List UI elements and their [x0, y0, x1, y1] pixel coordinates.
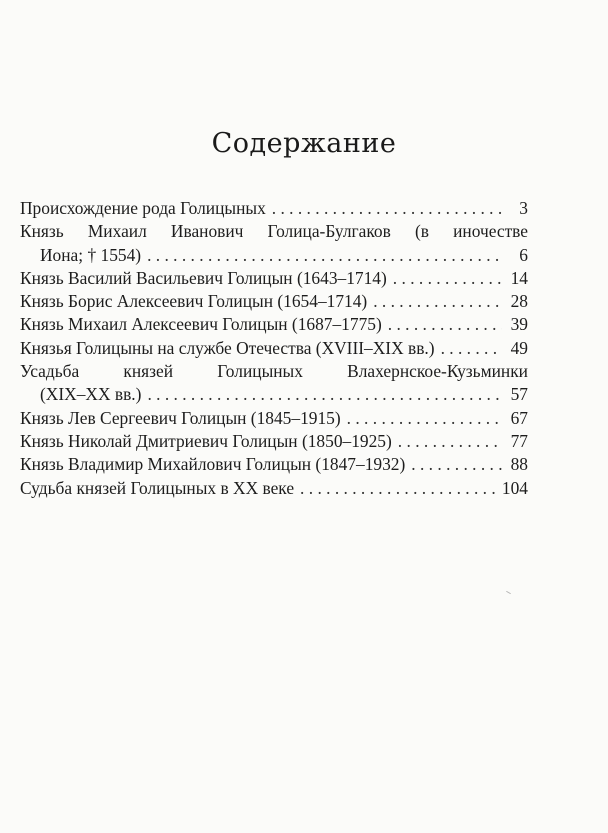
toc-entry-page: 39	[510, 314, 528, 335]
toc-entry-title-line2: (XIX–XX вв.)	[40, 384, 142, 405]
dot-leader	[347, 407, 502, 430]
toc-entry-title: Князья Голицыны на службе Отечества (XVIII–XIX вв.)	[20, 337, 435, 358]
page-title: Содержание	[211, 128, 397, 159]
toc-entry-continuation	[20, 244, 528, 267]
toc-entry[interactable]	[20, 360, 528, 407]
toc-entry[interactable]	[20, 407, 528, 430]
toc-entry-page: 57	[510, 384, 528, 405]
toc-entry-page: 88	[510, 454, 528, 475]
toc-entry-page: 104	[501, 477, 528, 498]
toc-entry-title: Князь Владимир Михайлович Голицын (1847–1932)	[20, 454, 406, 475]
toc-entry[interactable]	[20, 197, 528, 220]
toc-entry[interactable]	[20, 267, 528, 290]
toc-entry-page: 3	[519, 198, 528, 218]
toc-entry-page: 49	[510, 337, 528, 358]
toc-entry[interactable]	[20, 453, 528, 476]
toc-entry[interactable]	[20, 430, 528, 453]
toc-entry-page: 6	[519, 244, 528, 265]
toc-entry[interactable]	[20, 337, 528, 360]
toc-entry-title-line1: Князь Михаил Иванович Голица-Булгаков (в иночестве	[20, 221, 528, 242]
dot-leader	[300, 477, 496, 500]
toc-entry-page: 14	[510, 267, 528, 288]
dot-leader	[373, 290, 502, 313]
toc-entry-continuation	[20, 383, 528, 406]
toc-entry-page: 67	[510, 407, 528, 428]
toc-entry-page: 77	[510, 430, 528, 451]
dot-leader	[393, 267, 502, 290]
toc-entry[interactable]	[20, 313, 528, 336]
toc-entry[interactable]	[20, 477, 528, 500]
dot-leader	[411, 453, 502, 476]
toc-entry-title: Происхождение рода Голицыных	[20, 198, 266, 218]
dot-leader	[398, 430, 502, 453]
dot-leader	[388, 313, 502, 336]
toc-entry-page: 28	[510, 291, 528, 312]
dot-leader	[147, 383, 502, 406]
toc-entry[interactable]	[20, 290, 528, 313]
toc-entry-title: Князь Борис Алексеевич Голицын (1654–1714)	[20, 291, 368, 312]
table-of-contents	[20, 197, 528, 500]
toc-entry-title: Князь Михаил Алексеевич Голицын (1687–1775)	[20, 314, 382, 335]
toc-entry-title: Князь Николай Дмитриевич Голицын (1850–1925)	[20, 430, 392, 451]
toc-entry-title: Князь Василий Васильевич Голицын (1643–1714)	[20, 267, 387, 288]
dot-leader	[272, 197, 502, 220]
toc-entry-title-line2: Иона; † 1554)	[40, 244, 142, 265]
dot-leader	[147, 244, 502, 267]
paper-speck	[506, 591, 511, 594]
toc-entry-title-line1: Усадьба князей Голицыных Влахернское-Кузьминки	[20, 361, 528, 382]
toc-entry-title: Судьба князей Голицыных в ХХ веке	[20, 477, 295, 498]
toc-entry-title: Князь Лев Сергеевич Голицын (1845–1915)	[20, 407, 341, 428]
toc-entry[interactable]	[20, 220, 528, 267]
dot-leader	[441, 337, 502, 360]
